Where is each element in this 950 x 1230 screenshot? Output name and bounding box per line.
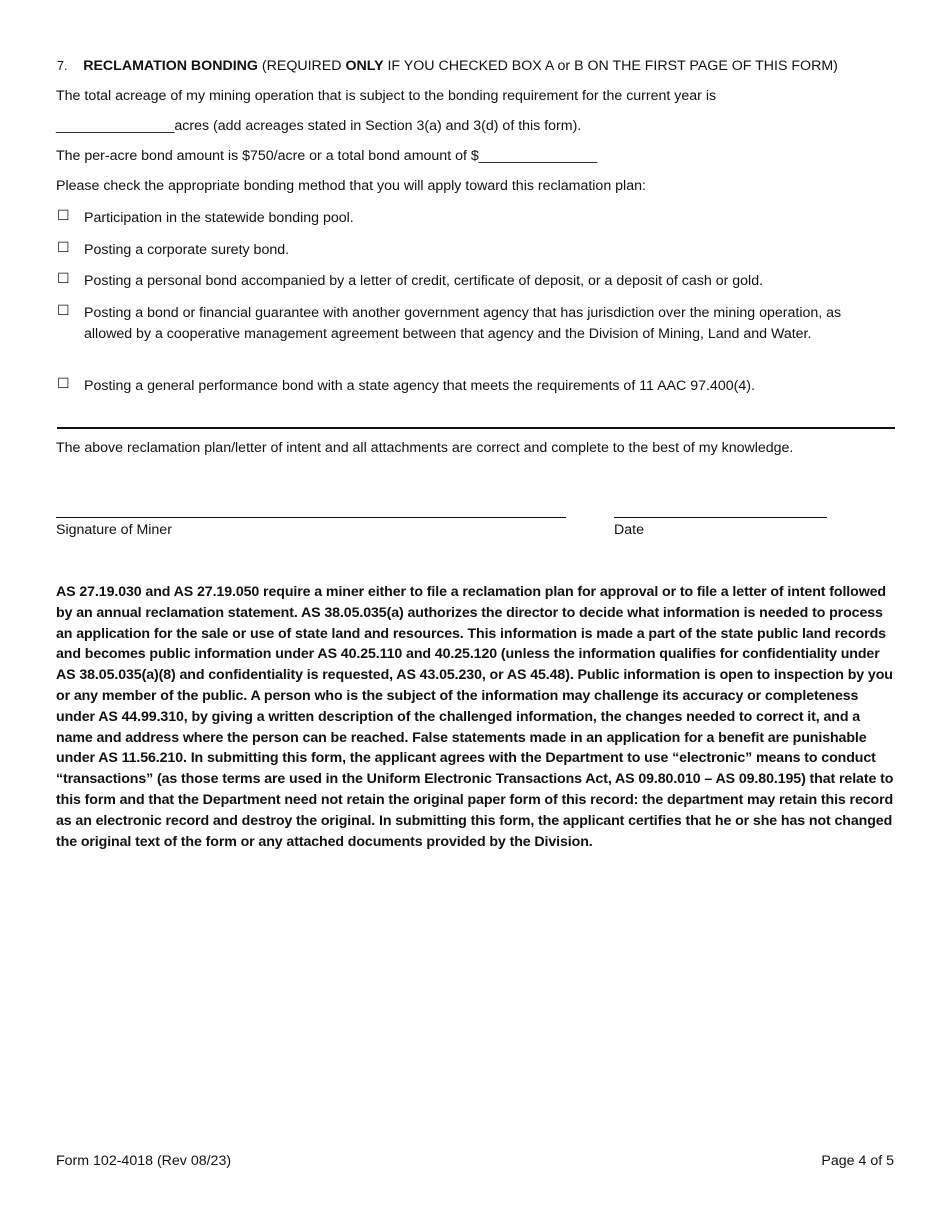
section-number: 7. <box>57 59 68 73</box>
page-number: Page 4 of 5 <box>821 1153 894 1169</box>
checkbox[interactable]: ☐ <box>57 303 70 319</box>
acreage-statement: The total acreage of my mining operation that is subject to the bonding requirement for the current year is <box>56 88 717 104</box>
bonding-method-prompt: Please check the appropriate bonding method that you will apply toward this reclamation plan: <box>56 178 646 194</box>
legal-notice: AS 27.19.030 and AS 27.19.050 require a miner either to file a reclamation plan for approval or to file a letter of intent followed by an annual reclamation statement. AS 38.05.035(a) authorizes the director to decide what information is needed to process an application for the sale or use of state land and resources. This information is made a part of the state public land records and becomes public information under AS 40.25.110 and 40.25.120 (unless the information qualifies for confidentiality under AS 38.05.035(a)(8) and confidentiality is requested, AS 43.05.230, or AS 45.48). Public information is open to inspection by you or any member of the public. A person who is the subject of the information may challenge its accuracy or completeness under AS 44.99.310, by giving a written description of the challenged information, the changes needed to correct it, and a name and address where the person can be reached. False statements made in an application for a benefit are punishable under AS 11.56.210. In submitting this form, the applicant agrees with the Department to use “electronic” means to conduct “transactions” (as those terms are used in the Uniform Electronic Transactions Act, AS 09.80.010 – AS 09.80.195) that relate to this form and that the Department need not retain the original paper form of this record: the department may retain this record as an electronic record and destroy the original. In submitting this form, the applicant certifies that he or she has not changed the original text of the form or any attached documents provided by the Division. <box>56 584 894 850</box>
date-line[interactable] <box>614 517 827 518</box>
section-divider <box>57 427 895 429</box>
heading-only: ONLY <box>345 58 384 74</box>
checkbox[interactable]: ☐ <box>57 271 70 287</box>
form-number: Form 102-4018 (Rev 08/23) <box>56 1153 232 1169</box>
signature-label: Signature of Miner <box>56 522 172 538</box>
checkbox[interactable]: ☐ <box>57 208 70 224</box>
date-label: Date <box>614 522 644 538</box>
section-7-heading <box>57 58 838 74</box>
heading-text-b: IF YOU CHECKED BOX A or B ON THE FIRST PAGE OF THIS FORM) <box>383 58 838 74</box>
option-label: Posting a bond or financial guarantee with another government agency that has jurisdiction over the mining operation, as allowed by a cooperative management agreement between that agency and the Division of Mining, Land and Water. <box>84 305 842 342</box>
checkbox[interactable]: ☐ <box>57 240 70 256</box>
acres-field-line[interactable]: _______________acres (add acreages stated in Section 3(a) and 3(d) of this form). <box>56 118 582 134</box>
checkbox[interactable]: ☐ <box>57 376 70 392</box>
option-label: Posting a corporate surety bond. <box>84 242 290 258</box>
section-title: RECLAMATION BONDING <box>83 58 258 74</box>
option-label: Participation in the statewide bonding pool. <box>84 210 354 226</box>
signature-line[interactable] <box>56 517 566 518</box>
bond-amount-line[interactable]: The per-acre bond amount is $750/acre or a total bond amount of $_______________ <box>56 148 598 164</box>
heading-text-a: (REQUIRED <box>257 58 346 74</box>
certification-statement: The above reclamation plan/letter of intent and all attachments are correct and complete to the best of my knowledge. <box>56 440 794 456</box>
option-label: Posting a general performance bond with a state agency that meets the requirements of 11 AAC 97.400(4). <box>84 378 755 394</box>
option-label: Posting a personal bond accompanied by a letter of credit, certificate of deposit, or a deposit of cash or gold. <box>84 273 764 289</box>
